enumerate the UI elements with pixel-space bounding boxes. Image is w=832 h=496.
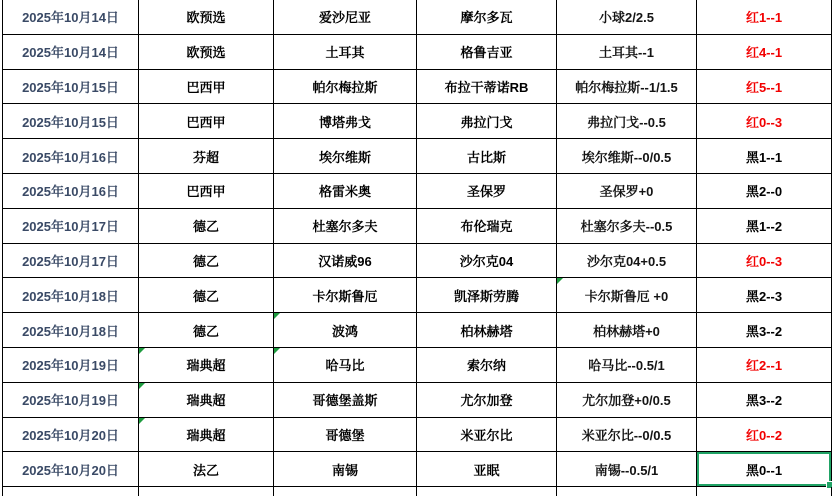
cell-date[interactable]: 2025年10月16日 bbox=[3, 139, 139, 174]
cell-date[interactable]: 2025年10月15日 bbox=[3, 70, 139, 105]
cell-result[interactable]: 红4--1 bbox=[697, 35, 832, 70]
cell-league[interactable]: 瑞典超 bbox=[139, 348, 274, 383]
cell-result[interactable]: 红0--2 bbox=[697, 418, 832, 453]
cell-handicap[interactable]: 杜塞尔多夫--0.5 bbox=[557, 209, 697, 244]
cell-away-team[interactable]: 亚眠 bbox=[417, 452, 557, 487]
error-indicator-triangle bbox=[274, 313, 280, 319]
results-table bbox=[2, 0, 832, 496]
cell-handicap[interactable]: 米亚尔比--0/0.5 bbox=[557, 418, 697, 453]
error-indicator-triangle bbox=[557, 278, 563, 284]
cell-date[interactable]: 2025年10月18日 bbox=[3, 313, 139, 348]
cell-away-team[interactable]: 圣保罗 bbox=[417, 174, 557, 209]
cell-handicap[interactable]: 南锡--0.5/1 bbox=[557, 452, 697, 487]
cell-league[interactable]: 瑞典超 bbox=[139, 383, 274, 418]
cell-date[interactable]: 2025年10月19日 bbox=[3, 383, 139, 418]
cell-handicap[interactable]: 沙尔克04+0.5 bbox=[557, 244, 697, 279]
cell-date[interactable]: 2025年10月17日 bbox=[3, 244, 139, 279]
cell-league[interactable]: 德乙 bbox=[139, 313, 274, 348]
cell-date[interactable]: 2025年10月15日 bbox=[3, 104, 139, 139]
cell-league[interactable]: 巴西甲 bbox=[139, 174, 274, 209]
cell-home-team[interactable]: 哥德堡 bbox=[274, 418, 417, 453]
cell-home-team[interactable]: 爱沙尼亚 bbox=[274, 0, 417, 35]
cell-date[interactable]: 2025年10月16日 bbox=[3, 174, 139, 209]
cell-date[interactable]: 2025年10月14日 bbox=[3, 35, 139, 70]
cell-league[interactable]: 欧预选 bbox=[139, 0, 274, 35]
cell-handicap[interactable]: 小球2/2.5 bbox=[557, 0, 697, 35]
cell-home-team[interactable]: 哈马比 bbox=[274, 348, 417, 383]
cell-away-team[interactable]: 布伦瑞克 bbox=[417, 209, 557, 244]
cell-date[interactable]: 2025年10月17日 bbox=[3, 209, 139, 244]
error-indicator-triangle bbox=[274, 348, 280, 354]
cell-away-team[interactable]: 古比斯 bbox=[417, 139, 557, 174]
cell-result[interactable]: 红2--1 bbox=[697, 348, 832, 383]
cell-date[interactable]: 2025年10月20日 bbox=[3, 452, 139, 487]
cell-away-team[interactable]: 柏林赫塔 bbox=[417, 313, 557, 348]
cell-result[interactable]: 黑2--0 bbox=[697, 174, 832, 209]
cell-date[interactable]: 2025年10月18日 bbox=[3, 278, 139, 313]
cell-home-team[interactable]: 帕尔梅拉斯 bbox=[274, 70, 417, 105]
cell-home-team[interactable]: 卡尔斯鲁厄 bbox=[274, 278, 417, 313]
cell-handicap[interactable]: 圣保罗+0 bbox=[557, 174, 697, 209]
cell-result[interactable]: 黑1--1 bbox=[697, 139, 832, 174]
cell-league[interactable]: 德乙 bbox=[139, 244, 274, 279]
cell-home-team[interactable]: 汉诺威96 bbox=[274, 244, 417, 279]
cell-league[interactable]: 法乙 bbox=[139, 452, 274, 487]
cell-result[interactable]: 红5--1 bbox=[697, 70, 832, 105]
cell-result[interactable]: 黑3--2 bbox=[697, 313, 832, 348]
cell-home-team[interactable]: 埃尔维斯 bbox=[274, 139, 417, 174]
cell-league[interactable]: 巴西甲 bbox=[139, 104, 274, 139]
cell-handicap[interactable]: 柏林赫塔+0 bbox=[557, 313, 697, 348]
cell-handicap[interactable]: 土耳其--1 bbox=[557, 35, 697, 70]
error-indicator-triangle bbox=[139, 418, 145, 424]
cell-league[interactable]: 德乙 bbox=[139, 278, 274, 313]
cell-home-team[interactable]: 博塔弗戈 bbox=[274, 104, 417, 139]
cell-away-team[interactable]: 摩尔多瓦 bbox=[417, 0, 557, 35]
cell-away-team[interactable]: 沙尔克04 bbox=[417, 244, 557, 279]
cell-handicap[interactable]: 弗拉门戈--0.5 bbox=[557, 104, 697, 139]
cell-handicap[interactable]: 埃尔维斯--0/0.5 bbox=[557, 139, 697, 174]
cell-home-team[interactable]: 土耳其 bbox=[274, 35, 417, 70]
cell-league[interactable]: 欧预选 bbox=[139, 35, 274, 70]
cell-home-team[interactable]: 格雷米奥 bbox=[274, 174, 417, 209]
cell-away-team[interactable]: 凯泽斯劳腾 bbox=[417, 278, 557, 313]
error-indicator-triangle bbox=[139, 348, 145, 354]
cell-home-team[interactable]: 哥德堡盖斯 bbox=[274, 383, 417, 418]
cell-home-team[interactable]: 波鸿 bbox=[274, 313, 417, 348]
cell-date[interactable]: 2025年10月20日 bbox=[3, 418, 139, 453]
cell-away-team[interactable]: 米亚尔比 bbox=[417, 418, 557, 453]
cell-handicap[interactable]: 帕尔梅拉斯--1/1.5 bbox=[557, 70, 697, 105]
cell-league[interactable]: 瑞典超 bbox=[139, 418, 274, 453]
cell-handicap[interactable]: 哈马比--0.5/1 bbox=[557, 348, 697, 383]
cell-away-team[interactable]: 格鲁吉亚 bbox=[417, 35, 557, 70]
cell-result[interactable]: 红0--3 bbox=[697, 104, 832, 139]
cell-result[interactable]: 红0--3 bbox=[697, 244, 832, 279]
error-indicator-triangle bbox=[139, 383, 145, 389]
cell-date[interactable]: 2025年10月19日 bbox=[3, 348, 139, 383]
cell-away-team[interactable]: 弗拉门戈 bbox=[417, 104, 557, 139]
cell-away-team[interactable]: 索尔纳 bbox=[417, 348, 557, 383]
cell-home-team[interactable]: 杜塞尔多夫 bbox=[274, 209, 417, 244]
cell-league[interactable]: 巴西甲 bbox=[139, 70, 274, 105]
cell-league[interactable]: 芬超 bbox=[139, 139, 274, 174]
cell-date[interactable]: 2025年10月14日 bbox=[3, 0, 139, 35]
cell-result[interactable]: 红1--1 bbox=[697, 0, 832, 35]
cell-league[interactable]: 德乙 bbox=[139, 209, 274, 244]
cell-result[interactable]: 黑2--3 bbox=[697, 278, 832, 313]
cell-away-team[interactable]: 布拉干蒂诺RB bbox=[417, 70, 557, 105]
selected-cell-result[interactable]: 黑0--1 bbox=[697, 452, 832, 487]
cell-handicap[interactable]: 尤尔加登+0/0.5 bbox=[557, 383, 697, 418]
cell-home-team[interactable]: 南锡 bbox=[274, 452, 417, 487]
cell-away-team[interactable]: 尤尔加登 bbox=[417, 383, 557, 418]
cell-result[interactable]: 黑3--2 bbox=[697, 383, 832, 418]
cell-result[interactable]: 黑1--2 bbox=[697, 209, 832, 244]
cell-handicap[interactable]: 卡尔斯鲁厄 +0 bbox=[557, 278, 697, 313]
